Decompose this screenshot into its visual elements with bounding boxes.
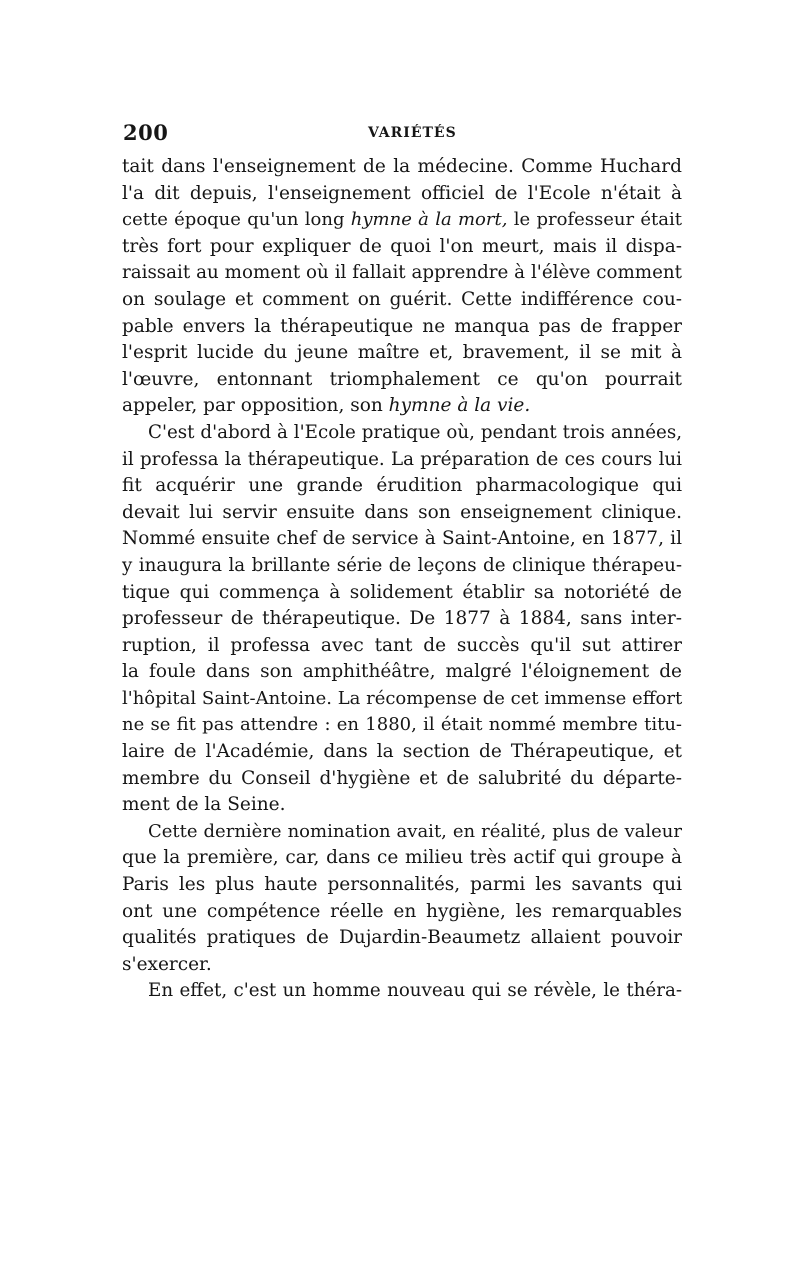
italic-phrase: hymne à la vie.: [388, 395, 531, 417]
text-line: ruption, il professa avec tant de succès qu'il sut attirer: [122, 634, 682, 656]
paragraph-start-line: En effet, c'est un homme nouveau qui se révèle, le théra-: [148, 980, 682, 1002]
text-line: fit acquérir une grande érudition pharmacologique qui: [122, 475, 682, 497]
text-line: ment de la Seine.: [122, 794, 286, 816]
text-line: ont une compétence réelle en hygiène, les remarquables: [122, 900, 682, 922]
text-line: laire de l'Académie, dans la section de Thérapeutique, et: [122, 741, 682, 763]
text-line: l'esprit lucide du jeune maître et, bravement, il se mit à: [122, 342, 682, 364]
text-line: on soulage et comment on guérit. Cette indifférence cou-: [122, 288, 682, 310]
text-line: il professa la thérapeutique. La préparation de ces cours lui: [122, 448, 682, 470]
text-line: y inaugura la brillante série de leçons de clinique thérapeu-: [122, 554, 682, 576]
text-line: qualités pratiques de Dujardin-Beaumetz allaient pouvoir: [122, 927, 682, 949]
text-line: tique qui commença à solidement établir sa notoriété de: [122, 581, 682, 603]
text-line: tait dans l'enseignement de la médecine. Comme Huchard: [122, 156, 682, 177]
running-head: [123, 120, 680, 150]
paragraph-start-line: C'est d'abord à l'Ecole pratique où, pendant trois années,: [148, 421, 682, 443]
text-line: la foule dans son amphithéâtre, malgré l'éloignement de: [122, 661, 682, 683]
text-line: pable envers la thérapeutique ne manqua pas de frapper: [122, 315, 682, 337]
text-line: s'exercer.: [122, 953, 212, 975]
text-line: que la première, car, dans ce milieu très actif qui groupe à: [122, 847, 682, 869]
page-number: 200: [123, 120, 169, 145]
text-line: l'hôpital Saint-Antoine. La récompense de cet immense effort: [122, 687, 683, 709]
text-line: appeler, par opposition, son hymne à la vie.: [122, 395, 531, 417]
text-line: très fort pour expliquer de quoi l'on meurt, mais il dispa-: [122, 235, 682, 257]
text-line: raissait au moment où il fallait apprendre à l'élève comment: [122, 262, 682, 284]
text-line: Paris les plus haute personnalités, parmi les savants qui: [122, 874, 682, 896]
text-line: professeur de thérapeutique. De 1877 à 1884, sans inter-: [122, 608, 682, 630]
text-line: ne se fit pas attendre : en 1880, il était nommé membre titu-: [122, 714, 682, 736]
text-line: membre du Conseil d'hygiène et de salubrité du départe-: [122, 767, 682, 789]
text-line: Nommé ensuite chef de service à Saint-Antoine, en 1877, il: [122, 528, 682, 550]
text-line: l'œuvre, entonnant triomphalement ce qu'on pourrait: [122, 368, 682, 390]
text-line: cette époque qu'un long hymne à la mort, le professeur était: [122, 209, 682, 231]
body-text: [122, 154, 682, 1005]
paragraph-start-line: Cette dernière nomination avait, en réalité, plus de valeur: [148, 820, 682, 842]
text-line: devait lui servir ensuite dans son enseignement clinique.: [122, 501, 682, 523]
section-title: VARIÉTÉS: [368, 125, 457, 141]
text-line: l'a dit depuis, l'enseignement officiel de l'Ecole n'était à: [122, 182, 682, 204]
italic-phrase: hymne à la mort,: [350, 209, 508, 231]
